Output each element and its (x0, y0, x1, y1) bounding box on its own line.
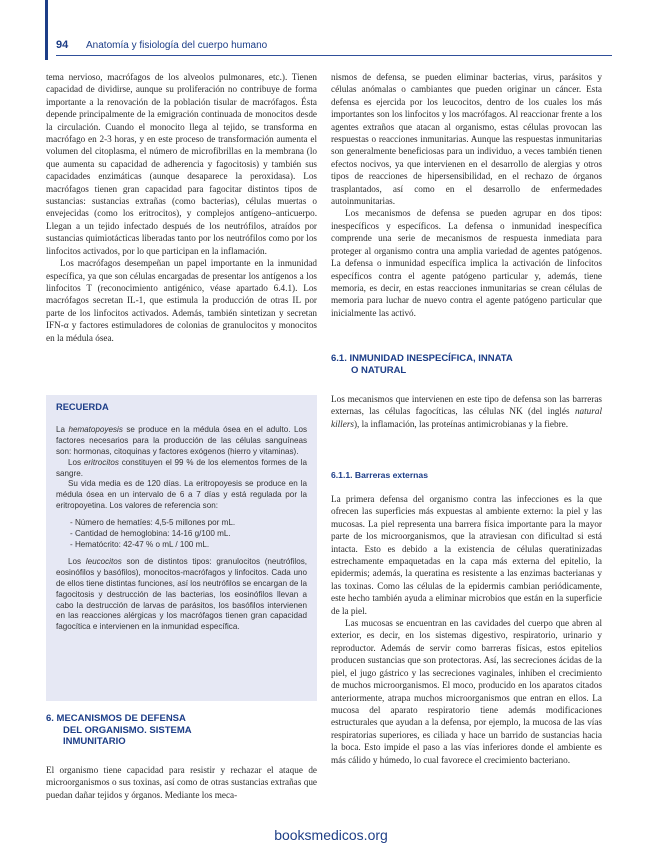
heading-line: 6.1. INMUNIDAD INESPECÍFICA, INNATA (331, 353, 513, 364)
emphasis: eritrocitos (83, 457, 119, 467)
header-accent-bar (45, 0, 48, 60)
heading-line: 6. MECANISMOS DE DEFENSA (46, 713, 186, 724)
text-run: Los (68, 457, 84, 467)
text-run: constituyen el 99 % de los elementos formes de la sangre. (56, 457, 307, 478)
section-6-1-text (331, 393, 602, 430)
header-rule (56, 55, 612, 56)
emphasis: hematopoyesis (68, 424, 123, 434)
text-run: se produce en la médula ósea en el adulto. Los factores necesarios para la producción de las células sanguíneas son: hormonas, citoquinas y factores exógenos (hierro y vitaminas). (56, 424, 307, 456)
list-item: - Número de hematíes: 4,5-5 millones por mL. (70, 518, 236, 528)
heading-line: INMUNITARIO (63, 736, 126, 747)
section-6-heading (46, 713, 317, 748)
box-paragraph (56, 557, 307, 633)
paragraph: La primera defensa del organismo contra las infecciones es la que ofrecen las superficies más expuestas al ambiente externo: la piel y las mucosas. La piel representa una barrera física importante para la mayor parte de los microorganismos, que la atraviesan con dificultad si está intacta. Esto es debido a la existencia de células queratinizadas estrechamente empaquetadas en la capa más externa del epitelio, la epidermis; además, la queratina es resistente a las enzimas bacterianas y las toxinas. Como las células de la epidermis cambian periódicamente, este hecho también ayuda a eliminar microbios que están en la superficie de la piel. (331, 494, 602, 616)
paragraph (331, 393, 602, 430)
section-6-1-1-heading: 6.1.1. Barreras externas (331, 470, 428, 480)
page-number: 94 (56, 39, 69, 51)
heading-line: DEL ORGANISMO. SISTEMA (63, 724, 192, 736)
paragraph: Los macrófagos desempeñan un papel importante en la inmunidad específica, ya que son células encargadas de presentar los antígenos a los linfocitos T (reconocimiento antigénico, véase apartado 6.4.1). Los macrófagos secretan IL-1, que estimula la producción de otras IL por parte de los linfocitos activados. Además, también sintetizan y secretan IFN-α y factores estimuladores de colonias de granulocitos y monocitos en la médula ósea. (46, 258, 317, 343)
left-column-text (46, 71, 317, 344)
text-run: La (56, 424, 69, 434)
list-item: - Cantidad de hemoglobina: 14-16 g/100 mL. (70, 529, 231, 539)
list-item: - Hematócrito: 42-47 % o mL / 100 mL. (70, 539, 210, 549)
box-paragraph (56, 425, 307, 458)
section-6-1-1-text (331, 493, 602, 766)
box-paragraph (56, 458, 307, 480)
section-6-1-heading (331, 353, 602, 376)
paragraph: nismos de defensa, se pueden eliminar bacterias, virus, parásitos y células anómalas o cambiantes que pueden originar un cáncer. Esta defensa es ejercida por los leucocitos, dentro de los cuales los más importantes son los linfocitos y los macrófagos. Al reaccionar frente a los agentes extraños que atacan al organismo, estas células provocan las respuestas o reacciones inmunitarias. Aunque las respuestas inmunitarias son generalmente beneficiosas para un individuo, a veces también tienen efectos nocivos, ya que intervienen en el desarrollo de alergias y otros tipos de reacciones de hipersensibilidad, en el rechazo de órganos trasplantados, así como en el desarrollo de enfermedades autoinmunitarias. (331, 72, 602, 207)
paragraph: tema nervioso, macrófagos de los alveolos pulmonares, etc.). Tienen capacidad de dividirse, aunque su proliferación no contribuye de forma importante a la renovación de la población tisular de macrófagos. Ésta depende principalmente de la emigración continuada de monocitos desde la circulación. Cuando el monocito llega al tejido, se transforma en macrófago en 2-3 horas, y en este proceso de transformación aumenta el volumen del citoplasma, el número de microfibrillas en la membrana (lo que aumenta su capacidad de adherencia y fagocitosis) y también sus capacidades enzimáticas (aunque desaparece la peroxidasa). Los macrófagos tienen gran capacidad para fagocitar distintos tipos de sustancias: sustancias extrañas (como bacterias), células muertas o envejecidas (como los eritrocitos), y complejos antígeno–anticuerpo. Llegan a un tejido infectado después de los neutrófilos, atraídos por sustancias quimiotácticas liberadas tanto por los neutrófilos como por los linfocitos activados, por lo que participan en la inflamación. (46, 72, 317, 256)
right-column-text (331, 71, 602, 319)
recuerda-box (46, 395, 317, 701)
heading-line: O NATURAL (351, 364, 407, 376)
text-run: Los mecanismos que intervienen en este tipo de defensa son las barreras externas, las células fagocíticas, las células NK (del inglés (331, 394, 602, 417)
emphasis: natural killers (331, 406, 602, 429)
text-run: Los (68, 556, 86, 566)
paragraph: El organismo tiene capacidad para resistir y rechazar el ataque de microorganismos o sus toxinas, así como de otras sustancias extrañas que puedan dañar tejidos y órganos. Mediante los meca- (46, 765, 317, 800)
reference-values-list (70, 518, 307, 551)
box-paragraph: Su vida media es de 120 días. La eritropoyesis se produce en la médula ósea en un intervalo de 6 a 7 días y está regulada por la eritropoyetina. Los valores de referencia son: (56, 479, 307, 511)
recuerda-title: RECUERDA (56, 402, 109, 412)
paragraph: Las mucosas se encuentran en las cavidades del cuerpo que abren al exterior, es decir, en los sistemas digestivo, respiratorio, urinario y reproductor. Además de servir como barreras físicas, estos epitelios producen sustancias que son protectoras. Así, las secreciones ácidas de la piel, el jugo gástrico y las secreciones vaginales, inhiben el crecimiento de muchos microorganismos. El moco, producido en los aparatos citados anteriormente, atrapa muchos microorganismos que entran en ellos. La mucosa del aparato respiratorio tiene además modificaciones estructurales que ayudan a la defensa, por ejemplo, la mucosa de las vías respiratorias superiores, es ciliada y hace un barrido de sustancias hacia la boca. Esto impide el paso a las vías inferiores donde el ambiente es más cálido y húmedo, lo cual favorece el crecimiento bacteriano. (331, 618, 602, 765)
paragraph: Los mecanismos de defensa se pueden agrupar en dos tipos: inespecíficos y específicos. La defensa o inmunidad inespecífica comprende una serie de mecanismos de respuesta inmediata para proteger al organismo contra una amplia variedad de agentes patógenos. La defensa o inmunidad específica implica la activación de linfocitos específicos contra el agente patógeno particular y, además, tiene memoria, es decir, en estas reacciones inmunitarias se crean células de memoria para luchar de nuevo contra el agente patógeno particular que inicialmente las activó. (331, 208, 602, 318)
watermark-link[interactable]: booksmedicos.org (274, 827, 388, 843)
running-title: Anatomía y fisiología del cuerpo humano (86, 40, 268, 51)
emphasis: leucocitos (85, 556, 122, 566)
text-run: ), la inflamación, las proteínas antimicrobianas y la fiebre. (353, 418, 569, 429)
text-run: son de distintos tipos: granulocitos (neutrófilos, eosinófilos y basófilos), monocitos-macrófagos y linfocitos. Cada uno de ellos tiene distintas funciones, así los neutrófilos se encargan de la fagocitosis y destrucción de las bacterias, los eosinófilos llevan a cabo la destrucción de larvas de parásitos, los basófilos intervienen en las reacciones alérgicas y los macrófagos tienen gran capacidad fagocítica e intervienen en la inmunidad específica. (56, 556, 307, 632)
left-bottom-text (46, 764, 317, 801)
